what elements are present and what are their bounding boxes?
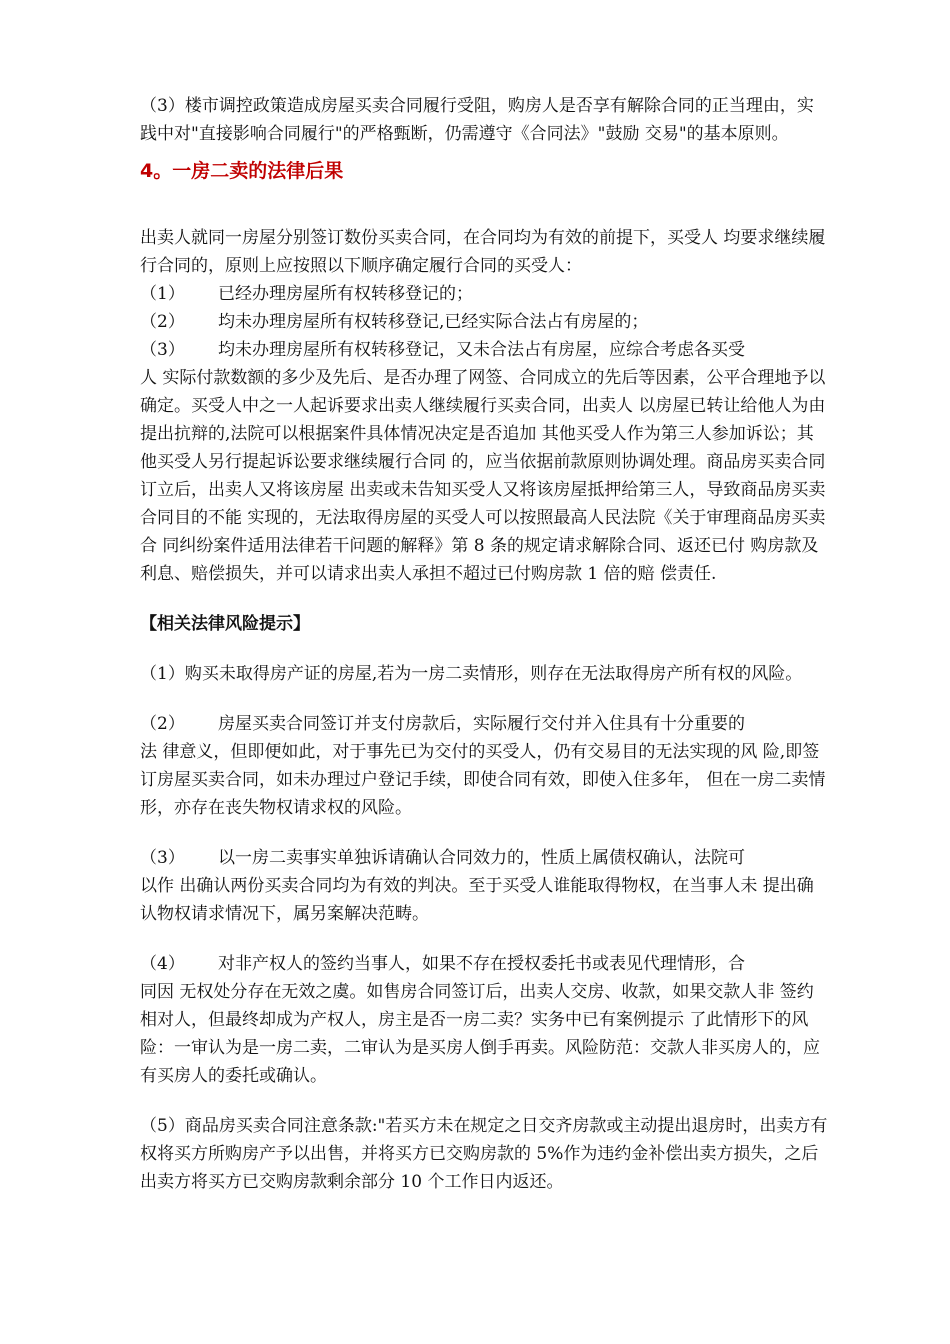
spacer [140, 186, 830, 224]
list-item-text: 均未办理房屋所有权转移登记，又未合法占有房屋，应综合考虑各买受 [218, 340, 745, 360]
risk-paragraph-2-rest: 法 律意义，但即便如此，对于事先已为交付的买受人，仍有交易目的无法实现的风 险,即签订房屋买卖合同，如未办理过户登记手续，即使合同有效，即使入住多年， 但在一房二卖情形，亦存在丧失物权请求权的风险。 [140, 742, 826, 818]
list-item [140, 336, 830, 364]
risk-number: （3） [140, 848, 185, 868]
risk-paragraph-4-first-line [140, 950, 830, 978]
intro-paragraph: （3）楼市调控政策造成房屋买卖合同履行受阻，购房人是否享有解除合同的正当理由，实践中对"直接影响合同履行"的严格甄断，仍需遵守《合同法》"鼓励 交易"的基本原则。 [140, 96, 814, 144]
list-item-text: 均未办理房屋所有权转移登记,已经实际合法占有房屋的； [218, 312, 649, 332]
spacer [140, 928, 830, 950]
risk-text: 以一房二卖事实单独诉请确认合同效力的，性质上属债权确认，法院可 [218, 848, 745, 868]
spacer [140, 588, 830, 610]
risk-paragraph-1: （1）购买未取得房产证的房屋,若为一房二卖情形，则存在无法取得房产所有权的风险。 [140, 664, 803, 684]
risk-paragraph-3-rest: 以作 出确认两份买卖合同均为有效的判决。至于买受人谁能取得物权，在当事人未 提出确认物权请求情况下，属另案解决范畴。 [140, 876, 814, 924]
risk-paragraph-5: （5）商品房买卖合同注意条款:"若买方未在规定之日交齐房款或主动提出退房时，出卖方有权将买方所购房产予以出售，并将买方已交购房款的 5%作为违约金补偿出卖方损失，之后出卖方将买方已交购房款剩余部分 10 个工作日内返还。 [140, 1116, 828, 1192]
list-item-continuation: 人 实际付款数额的多少及先后、是否办理了网签、合同成立的先后等因素，公平合理地予以确定。买受人中之一人起诉要求出卖人继续履行买卖合同，出卖人 以房屋已转让给他人为由提出抗辩的,法院可以根据案件具体情况决定是否追加 其他买受人作为第三人参加诉讼；其他买受人另行提起诉讼要求继续履行合同 的，应当依据前款原则协调处理。商品房买卖合同订立后，出卖人又将该房屋 出卖或未告知买受人又将该房屋抵押给第三人，导致商品房买卖合同目的不能 实现的，无法取得房屋的买受人可以按照最高人民法院《关于审理商品房买卖合 同纠纷案件适用法律若干问题的解释》第 8 条的规定请求解除合同、返还已付 购房款及利息、赔偿损失，并可以请求出卖人承担不超过已付购房款 1 倍的赔 偿责任. [140, 368, 826, 584]
spacer [140, 822, 830, 844]
risk-text: 对非产权人的签约当事人，如果不存在授权委托书或表见代理情形，合 [218, 954, 745, 974]
section-4-title: 4。一房二卖的法律后果 [140, 160, 344, 182]
risk-paragraph-4-rest: 同因 无权处分存在无效之虞。如售房合同签订后，出卖人交房、收款，如果交款人非 签约相对人，但最终却成为产权人，房主是否一房二卖？实务中已有案例提示 了此情形下的风险：一审认为是一房二卖，二审认为是买房人倒手再卖。风险防范：交款人非买房人的，应有买房人的委托或确认。 [140, 982, 820, 1086]
risk-number: （2） [140, 714, 185, 734]
spacer [140, 638, 830, 660]
list-item-text: 已经办理房屋所有权转移登记的； [218, 284, 473, 304]
risk-paragraph-3-first-line [140, 844, 830, 872]
spacer [140, 688, 830, 710]
spacer [140, 1090, 830, 1112]
risk-number: （4） [140, 954, 185, 974]
list-item-number: （3） [140, 340, 185, 360]
list-item-number: （2） [140, 312, 185, 332]
risk-text: 房屋买卖合同签订并支付房款后，实际履行交付并入住具有十分重要的 [218, 714, 745, 734]
document-page [140, 92, 830, 1196]
risk-paragraph-2-first-line [140, 710, 830, 738]
section-4-lead: 出卖人就同一房屋分别签订数份买卖合同，在合同均为有效的前提下，买受人 均要求继续履行合同的，原则上应按照以下顺序确定履行合同的买受人： [140, 228, 826, 276]
list-item-number: （1） [140, 284, 185, 304]
list-item [140, 308, 830, 336]
risk-section-title: 【相关法律风险提示】 [140, 614, 310, 634]
list-item [140, 280, 830, 308]
